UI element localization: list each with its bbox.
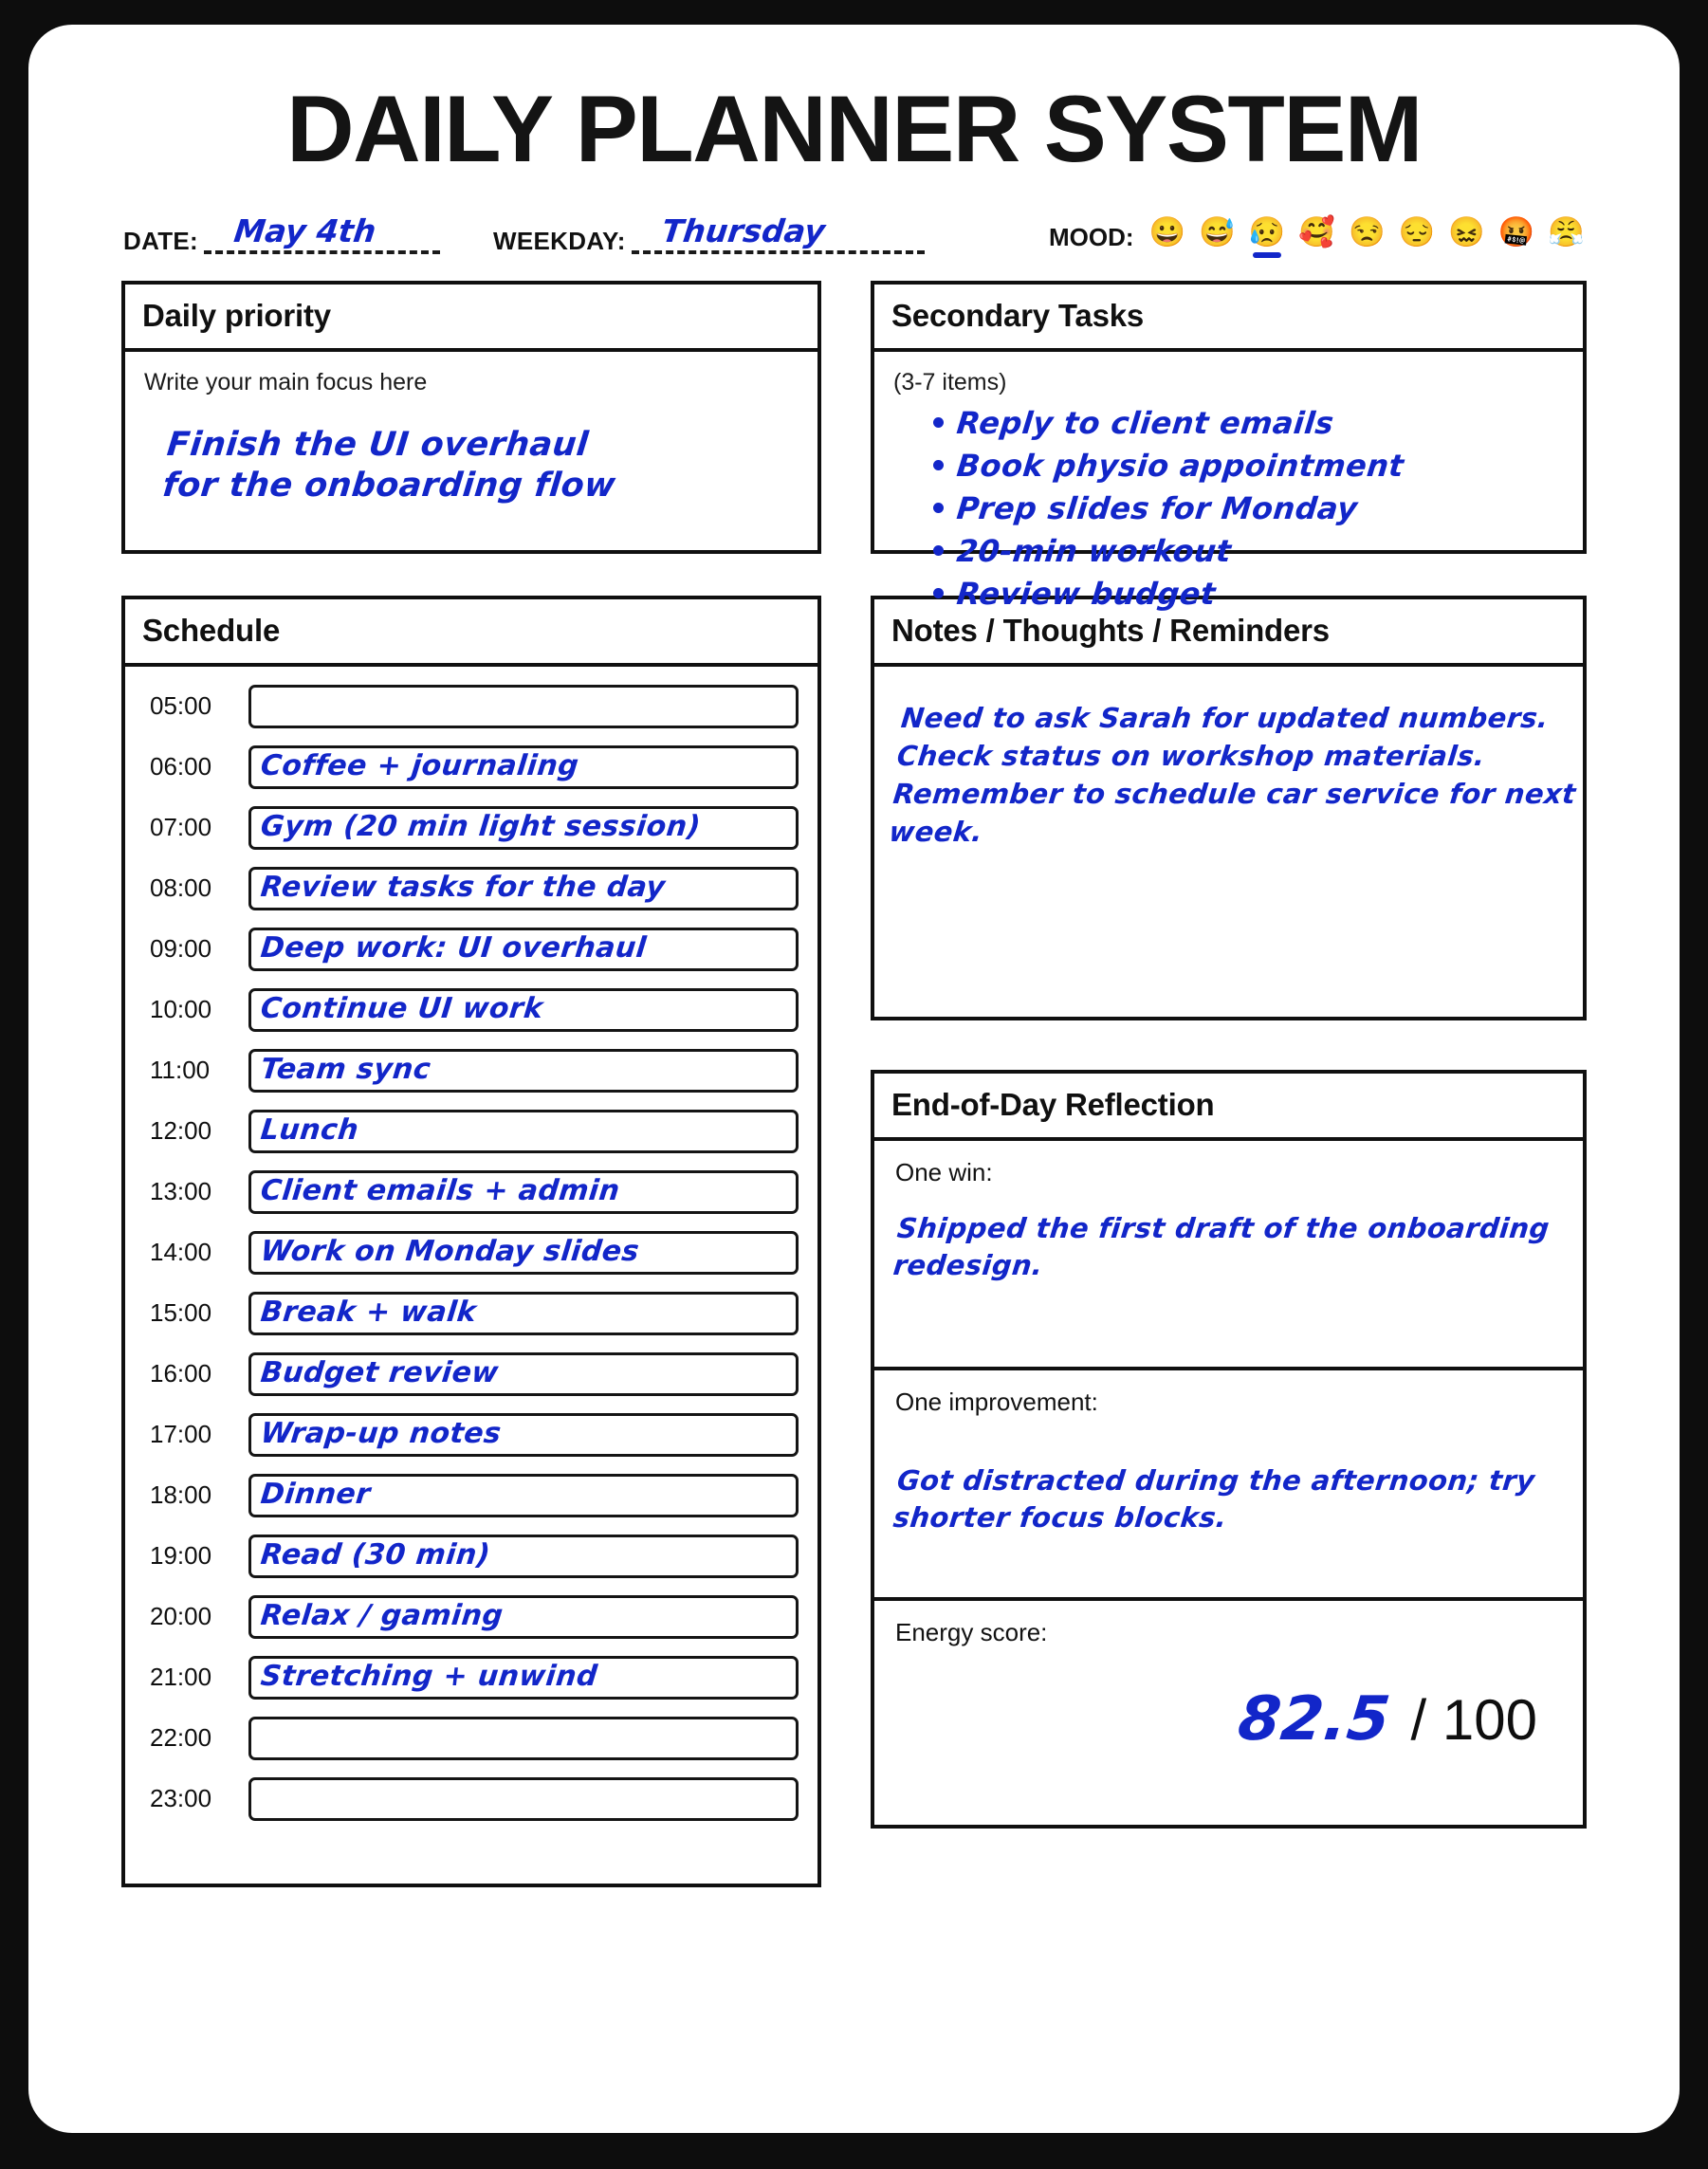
- secondary-tasks-body[interactable]: [874, 352, 1583, 636]
- reflection-win-label: One win:: [895, 1157, 993, 1186]
- schedule-row: [144, 676, 799, 737]
- schedule-row: [144, 1587, 799, 1647]
- schedule-time-label: 20:00: [150, 1602, 212, 1631]
- schedule-time-label: 11:00: [150, 1056, 211, 1085]
- schedule-row: [144, 1101, 799, 1162]
- mood-option-face-with-steam-from-nose[interactable]: [1548, 214, 1585, 258]
- schedule-entry-input[interactable]: [248, 1717, 799, 1760]
- secondary-tasks-card: [871, 281, 1587, 612]
- schedule-entry-input[interactable]: [248, 1352, 799, 1396]
- schedule-entry-input[interactable]: [248, 1595, 799, 1639]
- meta-row: [68, 205, 1640, 260]
- schedule-time-label: 09:00: [150, 934, 212, 964]
- schedule-entry-input[interactable]: [248, 867, 799, 910]
- reflection-improvement-value: Got distracted during the afternoon; try shorter focus blocks.: [891, 1464, 1537, 1535]
- confounded-face-icon: 😖: [1448, 214, 1485, 248]
- secondary-tasks-heading: Secondary Tasks: [874, 285, 1583, 352]
- schedule-entry-input[interactable]: [248, 1535, 799, 1578]
- weekday-value: Thursday: [659, 211, 827, 249]
- left-column: [121, 281, 821, 1887]
- end-of-day-reflection-card: [871, 1070, 1587, 1829]
- date-label: DATE:: [123, 226, 199, 255]
- weekday-label: WEEKDAY:: [493, 226, 626, 255]
- mood-option-face-with-symbols-on-mouth[interactable]: [1497, 214, 1535, 258]
- schedule-entry-input[interactable]: [248, 928, 799, 971]
- schedule-row: [144, 1708, 799, 1769]
- schedule-entry-input[interactable]: [248, 685, 799, 728]
- reflection-improvement-label: One improvement:: [895, 1388, 1098, 1417]
- energy-score-row: [895, 1683, 1564, 1755]
- schedule-entry-input[interactable]: [248, 1292, 799, 1335]
- smiling-face-with-hearts-icon: 🥰: [1298, 214, 1335, 248]
- schedule-time-label: 18:00: [150, 1480, 212, 1510]
- weekday-field[interactable]: [626, 211, 925, 260]
- schedule-row: [144, 1465, 799, 1526]
- secondary-task-text: 20-min workout: [955, 532, 1234, 569]
- bullet-icon: [933, 503, 944, 513]
- secondary-task-item[interactable]: [933, 404, 1564, 443]
- schedule-entry-text: Deep work: UI overhaul: [259, 930, 649, 965]
- secondary-task-text: Prep slides for Monday: [955, 489, 1360, 526]
- secondary-task-text: Review budget: [955, 575, 1218, 612]
- schedule-entry-text: Review tasks for the day: [259, 870, 668, 904]
- daily-priority-heading: Daily priority: [125, 285, 817, 352]
- face-with-symbols-on-mouth-icon: 🤬: [1497, 214, 1535, 248]
- schedule-card: [121, 596, 821, 1887]
- schedule-row: [144, 980, 799, 1040]
- schedule-entry-input[interactable]: [248, 1049, 799, 1093]
- schedule-entry-input[interactable]: [248, 1413, 799, 1457]
- schedule-rows: [125, 667, 817, 1884]
- reflection-win-value: Shipped the first draft of the onboarding redesign.: [891, 1211, 1552, 1282]
- reflection-energy-section[interactable]: [874, 1601, 1583, 1825]
- reflection-improvement-section[interactable]: [874, 1370, 1583, 1600]
- schedule-time-label: 08:00: [150, 873, 212, 903]
- schedule-row: [144, 1162, 799, 1222]
- bullet-icon: [933, 545, 944, 556]
- bullet-icon: [933, 460, 944, 470]
- schedule-time-label: 23:00: [150, 1784, 212, 1813]
- bullet-icon: [933, 588, 944, 598]
- schedule-time-label: 19:00: [150, 1541, 212, 1571]
- grinning-face-icon: 😀: [1148, 214, 1186, 248]
- schedule-row: [144, 1769, 799, 1829]
- daily-priority-value: Finish the UI overhaul for the onboarding flow: [160, 425, 618, 505]
- schedule-entry-text: Dinner: [259, 1477, 373, 1511]
- schedule-entry-input[interactable]: [248, 745, 799, 789]
- secondary-task-list: [933, 404, 1564, 614]
- daily-priority-hint: Write your main focus here: [144, 368, 428, 395]
- notes-value: Need to ask Sarah for updated numbers. Check status on workshop materials. Remember to schedule car service for next week.: [887, 701, 1578, 848]
- schedule-time-label: 05:00: [150, 691, 212, 721]
- notes-body[interactable]: [874, 667, 1583, 1017]
- schedule-entry-text: Gym (20 min light session): [259, 809, 703, 843]
- daily-priority-body[interactable]: [125, 352, 817, 550]
- secondary-task-text: Reply to client emails: [955, 404, 1336, 441]
- schedule-time-label: 21:00: [150, 1663, 212, 1692]
- mood-option-pensive-face[interactable]: [1398, 214, 1436, 258]
- right-column: [871, 281, 1587, 1887]
- mood-option-smiling-face-with-hearts[interactable]: [1298, 214, 1335, 258]
- energy-score-label: Energy score:: [895, 1617, 1048, 1646]
- notes-card: [871, 596, 1587, 1020]
- schedule-row: [144, 1222, 799, 1283]
- grinning-face-with-sweat-icon: 😅: [1199, 214, 1236, 248]
- mood-option-unamused-face[interactable]: [1348, 214, 1386, 258]
- schedule-entry-input[interactable]: [248, 1110, 799, 1153]
- energy-score-max: / 100: [1410, 1687, 1537, 1752]
- schedule-time-label: 10:00: [150, 995, 212, 1024]
- schedule-entry-text: Lunch: [259, 1112, 360, 1147]
- schedule-entry-input[interactable]: [248, 1474, 799, 1517]
- planner-page: [28, 25, 1680, 2133]
- reflection-win-section[interactable]: [874, 1141, 1583, 1370]
- schedule-time-label: 15:00: [150, 1298, 212, 1328]
- schedule-entry-text: Client emails + admin: [259, 1173, 622, 1207]
- sad-but-relieved-face-icon: 😥: [1248, 214, 1286, 248]
- schedule-entry-text: Wrap-up notes: [259, 1416, 504, 1450]
- schedule-time-label: 16:00: [150, 1359, 212, 1388]
- schedule-heading: Schedule: [125, 599, 817, 667]
- schedule-row: [144, 798, 799, 858]
- schedule-time-label: 14:00: [150, 1238, 212, 1267]
- energy-score-value: 82.5: [1235, 1683, 1394, 1755]
- schedule-row: [144, 858, 799, 919]
- schedule-row: [144, 1405, 799, 1465]
- schedule-entry-input[interactable]: [248, 1777, 799, 1821]
- schedule-time-label: 12:00: [150, 1116, 212, 1146]
- schedule-row: [144, 1647, 799, 1708]
- schedule-row: [144, 1283, 799, 1344]
- content-grid: [68, 281, 1640, 1887]
- schedule-time-label: 06:00: [150, 752, 212, 781]
- schedule-row: [144, 1344, 799, 1405]
- schedule-entry-input[interactable]: [248, 988, 799, 1032]
- schedule-entry-text: Team sync: [259, 1052, 432, 1086]
- schedule-entry-input[interactable]: [248, 1656, 799, 1700]
- schedule-row: [144, 737, 799, 798]
- schedule-time-label: 07:00: [150, 813, 212, 842]
- notes-heading: Notes / Thoughts / Reminders: [874, 599, 1583, 667]
- reflection-heading: End-of-Day Reflection: [874, 1074, 1583, 1141]
- secondary-task-item[interactable]: [933, 489, 1564, 528]
- schedule-row: [144, 1040, 799, 1101]
- schedule-entry-text: Stretching + unwind: [259, 1659, 599, 1693]
- mood-option-grinning-face[interactable]: [1148, 214, 1186, 258]
- secondary-task-item[interactable]: [933, 532, 1564, 571]
- schedule-entry-text: Continue UI work: [259, 991, 545, 1025]
- mood-option-confounded-face[interactable]: [1448, 214, 1485, 258]
- mood-option-sad-but-relieved-face[interactable]: [1248, 214, 1286, 258]
- secondary-task-text: Book physio appointment: [955, 447, 1406, 484]
- schedule-time-label: 22:00: [150, 1723, 212, 1753]
- schedule-entry-text: Break + walk: [259, 1295, 479, 1329]
- secondary-tasks-hint: (3-7 items): [893, 368, 1007, 395]
- unamused-face-icon: 😒: [1348, 214, 1386, 248]
- schedule-entry-text: Work on Monday slides: [259, 1234, 641, 1268]
- face-with-steam-from-nose-icon: 😤: [1548, 214, 1585, 248]
- schedule-entry-text: Read (30 min): [259, 1537, 492, 1572]
- date-value: May 4th: [231, 211, 378, 249]
- daily-priority-card: [121, 281, 821, 554]
- mood-selector[interactable]: [1148, 214, 1585, 260]
- schedule-row: [144, 919, 799, 980]
- secondary-task-item[interactable]: [933, 447, 1564, 486]
- date-field[interactable]: [198, 211, 440, 260]
- schedule-time-label: 17:00: [150, 1420, 212, 1449]
- schedule-entry-text: Relax / gaming: [259, 1598, 505, 1632]
- pensive-face-icon: 😔: [1398, 214, 1436, 248]
- schedule-entry-text: Budget review: [259, 1355, 501, 1389]
- page-title: DAILY PLANNER SYSTEM: [286, 76, 1422, 181]
- bullet-icon: [933, 417, 944, 428]
- mood-label: MOOD:: [1048, 222, 1134, 251]
- schedule-entry-input[interactable]: [248, 1170, 799, 1214]
- schedule-time-label: 13:00: [150, 1177, 212, 1206]
- schedule-entry-input[interactable]: [248, 806, 799, 850]
- schedule-row: [144, 1526, 799, 1587]
- schedule-entry-input[interactable]: [248, 1231, 799, 1275]
- date-dashed-line: [204, 250, 440, 254]
- weekday-dashed-line: [632, 250, 925, 254]
- mood-option-grinning-face-with-sweat[interactable]: [1199, 214, 1236, 258]
- schedule-entry-text: Coffee + journaling: [259, 748, 581, 782]
